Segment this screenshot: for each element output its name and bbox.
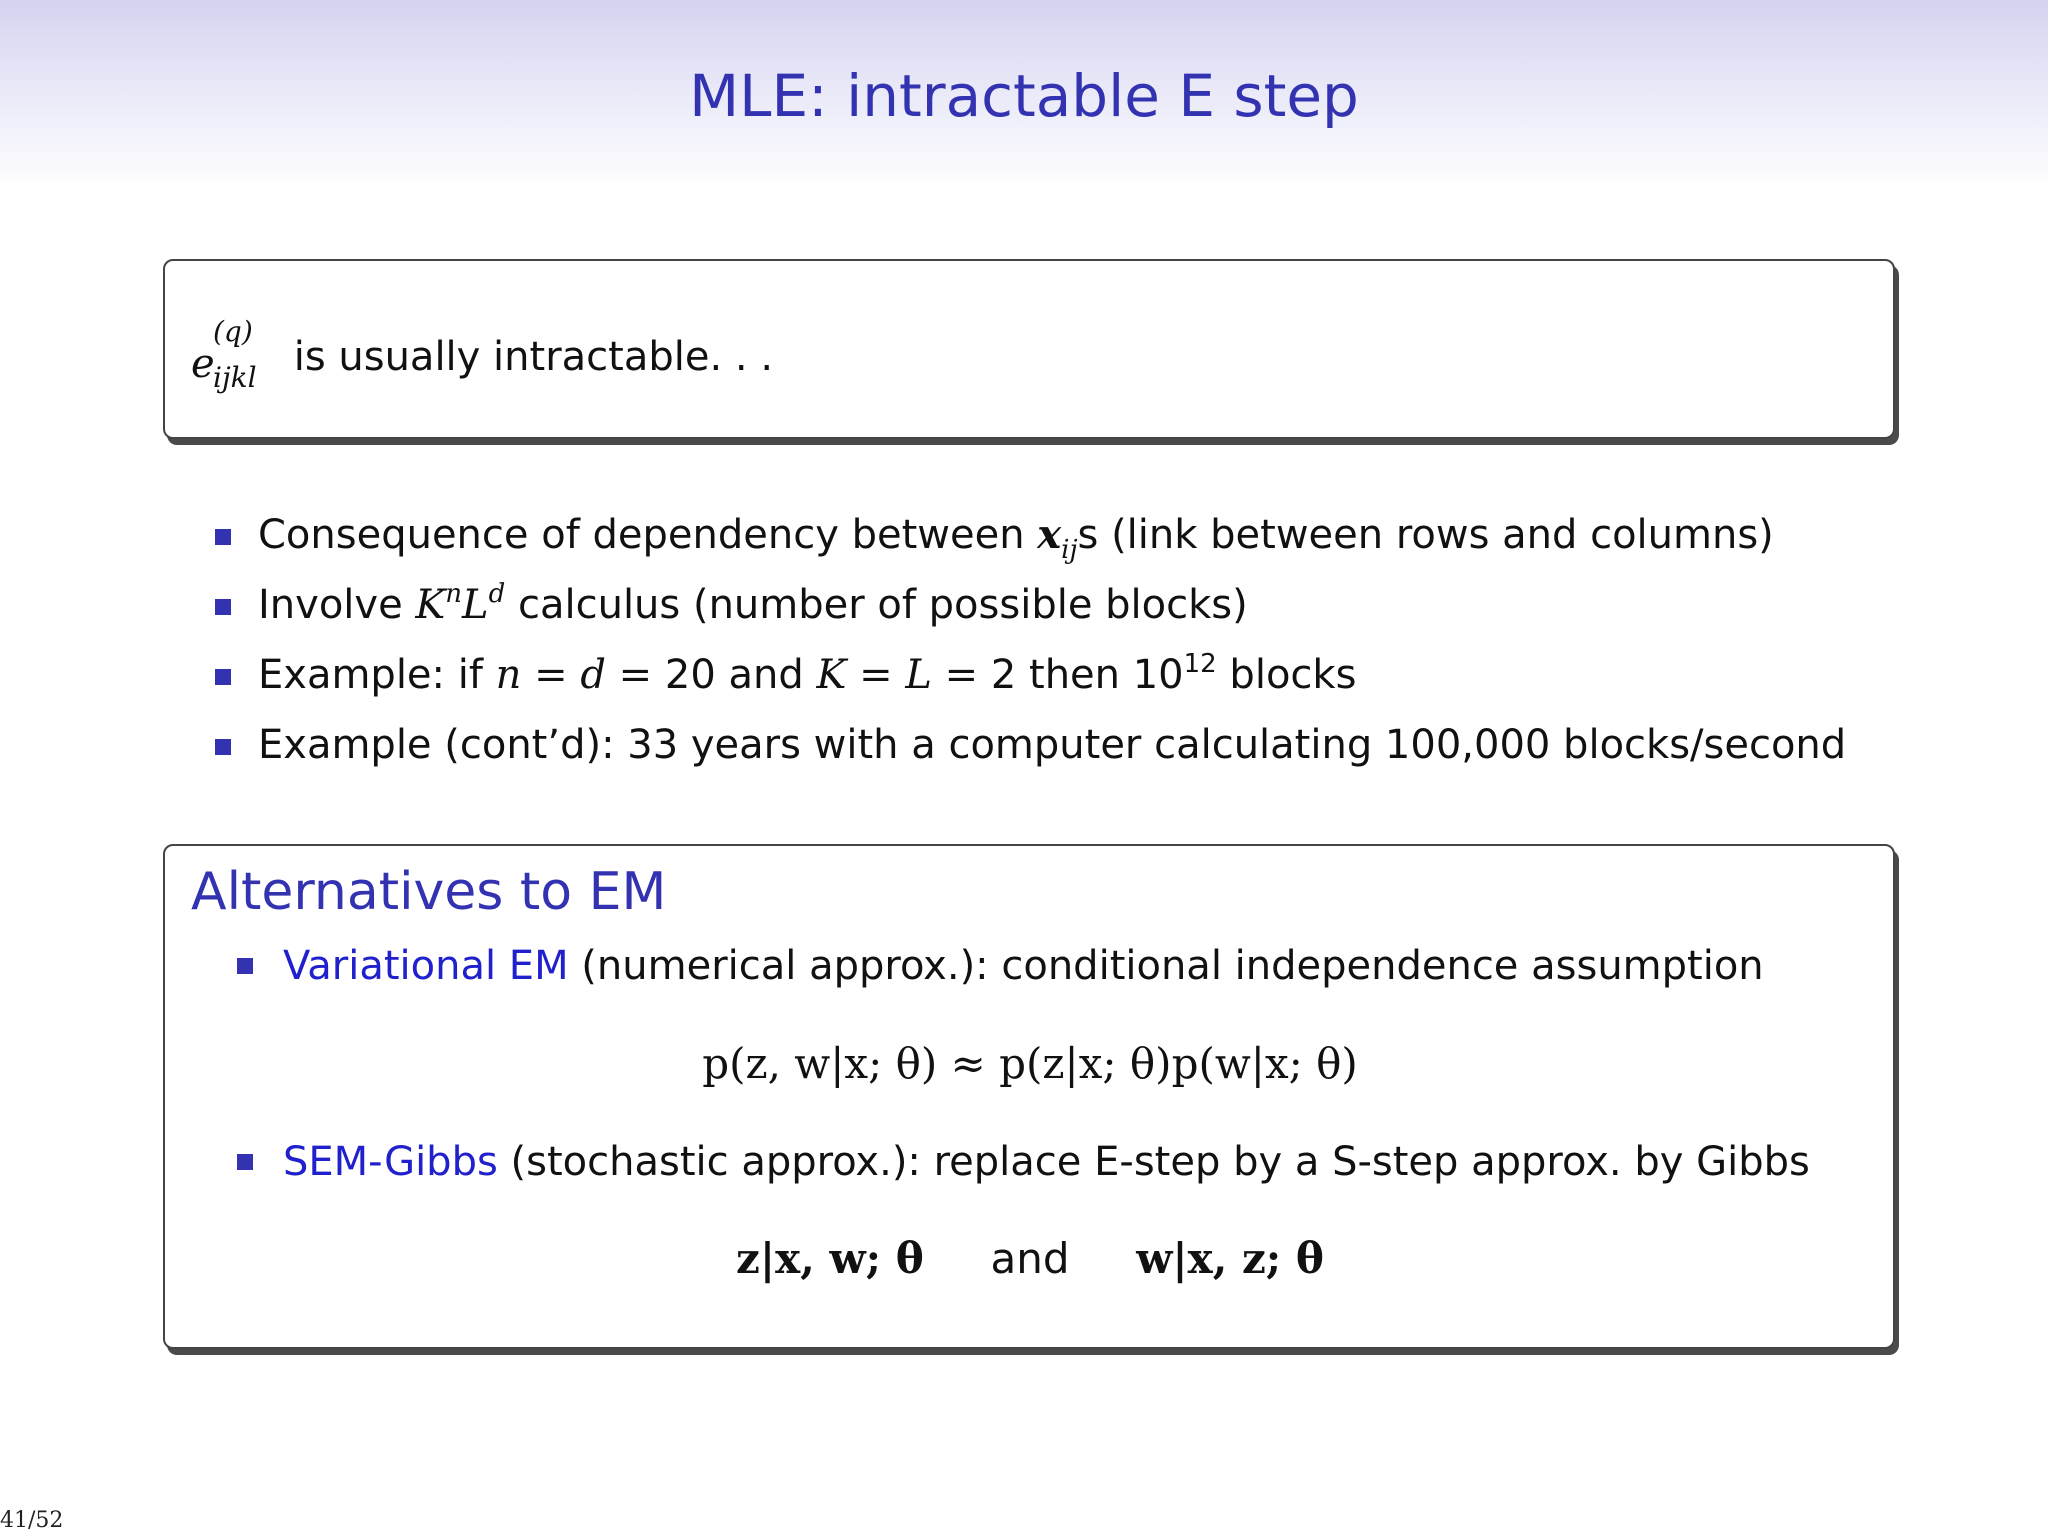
bullet-square-icon <box>215 599 231 615</box>
number: 2 <box>990 652 1017 698</box>
slide-title: MLE: intractable E step <box>689 62 1359 130</box>
item-text: then 10 <box>1016 652 1184 698</box>
item-text: blocks <box>1216 652 1357 698</box>
list-item <box>210 570 1910 640</box>
l-exponent: d <box>488 579 506 609</box>
w-conditional: w|x, z; θ <box>1136 1234 1324 1283</box>
list-item <box>237 1132 1810 1192</box>
bullet-square-icon <box>237 1154 253 1170</box>
bullet-square-icon <box>215 529 231 545</box>
item-text: s (link between rows and columns) <box>1077 512 1774 558</box>
math-expression: K = L = <box>816 652 991 698</box>
x-symbol: x <box>1037 511 1062 558</box>
alternatives-title: Alternatives to EM <box>191 862 667 922</box>
item-text: and <box>715 652 817 698</box>
exponent: 12 <box>1183 649 1217 679</box>
list-item <box>210 710 1910 780</box>
bullet-square-icon <box>215 669 231 685</box>
e-subscript: ijkl <box>213 361 257 394</box>
bullet-square-icon <box>215 739 231 755</box>
e-ijkl-formula <box>191 317 281 397</box>
item-text: (stochastic approx.): replace E-step by a S-step approx. by Gibbs <box>497 1139 1810 1185</box>
e-superscript: (q) <box>213 315 253 348</box>
x-subscript: ij <box>1061 535 1078 565</box>
e-symbol: e <box>191 341 215 387</box>
list-item <box>237 936 1764 996</box>
factorization-equation: p(z, w|x; θ) ≈ p(z|x; θ)p(w|x; θ) <box>702 1039 1358 1088</box>
number: 20 <box>664 652 716 698</box>
variational-em-link[interactable]: Variational EM <box>283 943 569 989</box>
list-item <box>210 640 1910 710</box>
item-text: calculus (number of possible blocks) <box>505 582 1248 628</box>
alternatives-block <box>163 844 1895 1349</box>
slide-header <box>0 0 2048 190</box>
bullet-square-icon <box>237 958 253 974</box>
item-text: Example: if <box>258 652 496 698</box>
k-symbol: K <box>415 582 446 628</box>
gibbs-conditionals <box>165 1229 1895 1289</box>
sem-gibbs-link[interactable]: SEM-Gibbs <box>283 1139 498 1185</box>
intractable-statement <box>191 317 773 397</box>
k-exponent: n <box>445 579 463 609</box>
math-expression: n = d = <box>495 652 665 698</box>
l-symbol: L <box>462 582 489 628</box>
intractable-block <box>163 259 1895 439</box>
item-text: Example (cont’d): 33 years with a computer calculating 100,000 blocks/second <box>258 722 1847 768</box>
item-text: (numerical approx.): conditional independence assumption <box>568 943 1764 989</box>
z-conditional: z|x, w; θ <box>736 1234 924 1283</box>
and-word: and <box>990 1234 1070 1283</box>
item-text: Involve <box>258 582 416 628</box>
consequence-list <box>210 500 1910 780</box>
page-number: 41/52 <box>0 1508 64 1533</box>
list-item <box>210 500 1910 570</box>
intractable-text: is usually intractable. . . <box>281 334 774 380</box>
item-text: Consequence of dependency between <box>258 512 1038 558</box>
